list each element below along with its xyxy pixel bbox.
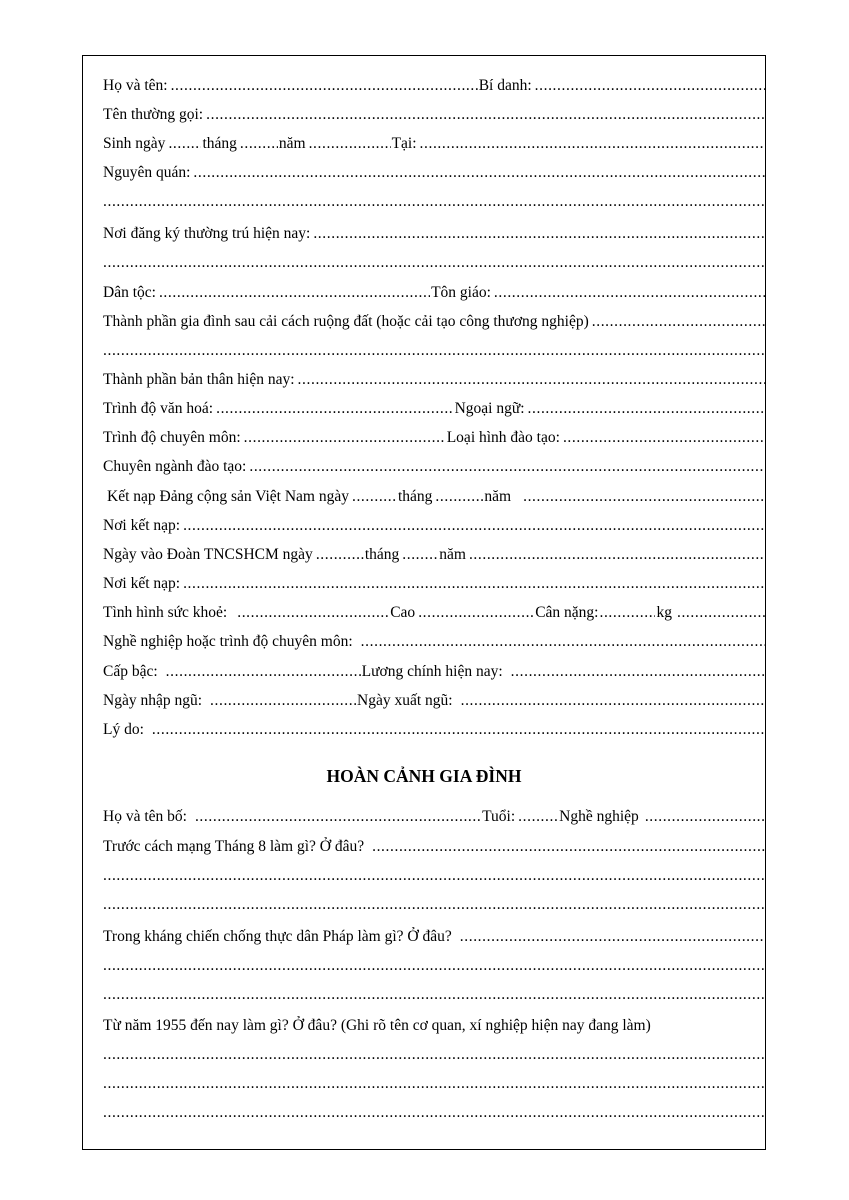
- field-family-class[interactable]: [592, 312, 765, 332]
- field-health[interactable]: [237, 603, 389, 623]
- field-weight[interactable]: [599, 603, 655, 623]
- field-since-1955-cont-1[interactable]: [103, 1045, 765, 1065]
- field-major[interactable]: [249, 457, 765, 477]
- row-hometown-cont: [103, 192, 766, 212]
- row-hometown: [103, 163, 766, 183]
- row-common-name: [103, 105, 766, 125]
- label-resistance: Trong kháng chiến chống thực dân Pháp làm gì? Ở đâu?: [103, 928, 452, 945]
- label-before-revolution: Trước cách mạng Tháng 8 làm gì? Ở đâu?: [103, 838, 365, 855]
- field-resistance[interactable]: [460, 927, 765, 947]
- field-father-occupation[interactable]: [645, 807, 765, 827]
- row-since-1955-cont-2: [103, 1074, 766, 1094]
- field-salary[interactable]: [511, 662, 765, 682]
- row-father-name: [103, 807, 766, 827]
- row-since-1955-cont-1: [103, 1045, 766, 1065]
- label-enlistment: Ngày nhập ngũ:: [103, 692, 203, 709]
- row-qualification: [103, 428, 766, 448]
- field-since-1955-cont-3[interactable]: [103, 1103, 765, 1123]
- label-party-admission: Kết nạp Đảng cộng sản Việt Nam ngày: [107, 488, 349, 505]
- label-youth-union: Ngày vào Đoàn TNCSHCM ngày: [103, 546, 313, 563]
- row-resistance-cont-1: [103, 956, 766, 976]
- field-training-type[interactable]: [563, 428, 765, 448]
- row-birth: [103, 134, 766, 154]
- label-reason: Lý do:: [103, 721, 144, 738]
- row-party-place: [103, 516, 766, 536]
- field-youth-day[interactable]: [316, 545, 364, 565]
- label-education: Trình độ văn hoá:: [103, 400, 214, 417]
- field-occupation[interactable]: [361, 632, 765, 652]
- row-full-name: [103, 76, 766, 96]
- field-father-name[interactable]: [195, 807, 481, 827]
- field-youth-month[interactable]: [402, 545, 438, 565]
- label-party-year: năm: [484, 488, 512, 505]
- row-resistance: [103, 927, 766, 947]
- family-heading: HOÀN CẢNH GIA ĐÌNH: [326, 766, 522, 786]
- row-health: [103, 603, 766, 623]
- field-before-revolution-cont-1[interactable]: [103, 866, 765, 886]
- label-qualification: Trình độ chuyên môn:: [103, 429, 241, 446]
- row-youth-place: [103, 574, 766, 594]
- row-since-1955-cont-3: [103, 1103, 766, 1123]
- field-party-place[interactable]: [183, 516, 765, 536]
- field-hometown[interactable]: [193, 163, 765, 183]
- label-full-name: Họ và tên:: [103, 77, 168, 94]
- field-full-name[interactable]: [171, 76, 478, 96]
- label-weight: Cân nặng:: [535, 604, 599, 621]
- field-ethnicity[interactable]: [159, 283, 430, 303]
- label-alias: Bí danh:: [478, 77, 532, 94]
- row-enlistment: [103, 691, 766, 711]
- field-hometown-cont[interactable]: [103, 192, 765, 212]
- row-rank-salary: [103, 662, 766, 682]
- field-weight-extra: [677, 603, 765, 623]
- row-before-revolution-cont-1: [103, 866, 766, 886]
- label-common-name: Tên thường gọi:: [103, 106, 204, 123]
- field-birth-month[interactable]: [240, 134, 278, 154]
- field-family-class-cont[interactable]: [103, 341, 765, 361]
- label-youth-month: tháng: [364, 546, 400, 563]
- label-religion: Tôn giáo:: [431, 284, 491, 301]
- label-ethnicity: Dân tộc:: [103, 284, 156, 301]
- row-residence-cont: [103, 253, 766, 273]
- label-birth-year: năm: [278, 135, 306, 152]
- row-residence: [103, 224, 766, 244]
- field-party-day[interactable]: [352, 487, 397, 507]
- field-resistance-cont-2[interactable]: [103, 985, 765, 1005]
- field-youth-year[interactable]: [469, 545, 765, 565]
- row-family-class-cont: [103, 341, 766, 361]
- row-reason: [103, 720, 766, 740]
- label-hometown: Nguyên quán:: [103, 164, 191, 181]
- row-major: [103, 457, 766, 477]
- field-residence-cont[interactable]: [103, 253, 765, 273]
- row-youth-union: [103, 545, 766, 565]
- field-religion[interactable]: [494, 283, 765, 303]
- field-before-revolution-cont-2[interactable]: [103, 895, 765, 915]
- field-qualification[interactable]: [244, 428, 446, 448]
- row-before-revolution: [103, 837, 766, 857]
- label-height: Cao: [390, 604, 416, 621]
- field-foreign-language[interactable]: [528, 399, 765, 419]
- label-family-class: Thành phần gia đình sau cải cách ruộng đất (hoặc cải tạo công thương nghiệp): [103, 313, 589, 330]
- label-personal-class: Thành phần bản thân hiện nay:: [103, 371, 295, 388]
- row-education: [103, 399, 766, 419]
- row-family-class: [103, 312, 766, 332]
- label-father-name: Họ và tên bố:: [103, 808, 187, 825]
- label-youth-year: năm: [439, 546, 466, 563]
- label-major: Chuyên ngành đào tạo:: [103, 458, 247, 475]
- field-party-year[interactable]: [523, 487, 765, 507]
- label-foreign-language: Ngoại ngữ:: [454, 400, 525, 417]
- field-father-age[interactable]: [518, 807, 558, 827]
- label-health: Tình hình sức khoẻ:: [103, 604, 228, 621]
- field-enlistment[interactable]: [210, 691, 356, 711]
- label-birth-place: Tại:: [391, 135, 417, 152]
- field-reason[interactable]: [152, 720, 765, 740]
- field-youth-place[interactable]: [183, 574, 765, 594]
- label-youth-place: Nơi kết nạp:: [103, 575, 181, 592]
- field-party-month[interactable]: [435, 487, 483, 507]
- label-rank: Cấp bậc:: [103, 663, 158, 680]
- row-since-1955: [103, 1016, 766, 1036]
- field-rank[interactable]: [166, 662, 361, 682]
- label-father-occupation: Nghề nghiệp: [559, 808, 639, 825]
- field-birth-year[interactable]: [309, 134, 391, 154]
- field-education[interactable]: [216, 399, 453, 419]
- label-party-place: Nơi kết nạp:: [103, 517, 181, 534]
- label-occupation: Nghề nghiệp hoặc trình độ chuyên môn:: [103, 633, 353, 650]
- label-kg: kg: [656, 604, 672, 621]
- row-occupation: [103, 632, 766, 652]
- field-discharge[interactable]: [461, 691, 765, 711]
- field-personal-class[interactable]: [298, 370, 765, 390]
- field-height[interactable]: [418, 603, 534, 623]
- field-resistance-cont-1[interactable]: [103, 956, 765, 976]
- field-alias[interactable]: [535, 76, 765, 96]
- label-birth-month: tháng: [202, 135, 237, 152]
- label-residence: Nơi đăng ký thường trú hiện nay:: [103, 225, 311, 242]
- field-birth-day[interactable]: [168, 134, 201, 154]
- label-discharge: Ngày xuất ngũ:: [357, 692, 453, 709]
- label-training-type: Loại hình đào tạo:: [446, 429, 560, 446]
- row-before-revolution-cont-2: [103, 895, 766, 915]
- label-salary: Lương chính hiện nay:: [361, 663, 503, 680]
- row-resistance-cont-2: [103, 985, 766, 1005]
- field-common-name[interactable]: [206, 105, 765, 125]
- label-birth-day: Sinh ngày: [103, 135, 166, 152]
- field-before-revolution[interactable]: [372, 837, 765, 857]
- field-since-1955-cont-2[interactable]: [103, 1074, 765, 1094]
- row-personal-class: [103, 370, 766, 390]
- row-ethnicity-religion: [103, 283, 766, 303]
- label-party-month: tháng: [397, 488, 433, 505]
- field-residence[interactable]: [313, 224, 765, 244]
- label-since-1955: Từ năm 1955 đến nay làm gì? Ở đâu? (Ghi rõ tên cơ quan, xí nghiệp hiện nay đang làm): [103, 1017, 651, 1034]
- label-father-age: Tuổi:: [482, 808, 516, 825]
- field-birth-place[interactable]: [420, 134, 765, 154]
- row-party-admission: [107, 487, 766, 507]
